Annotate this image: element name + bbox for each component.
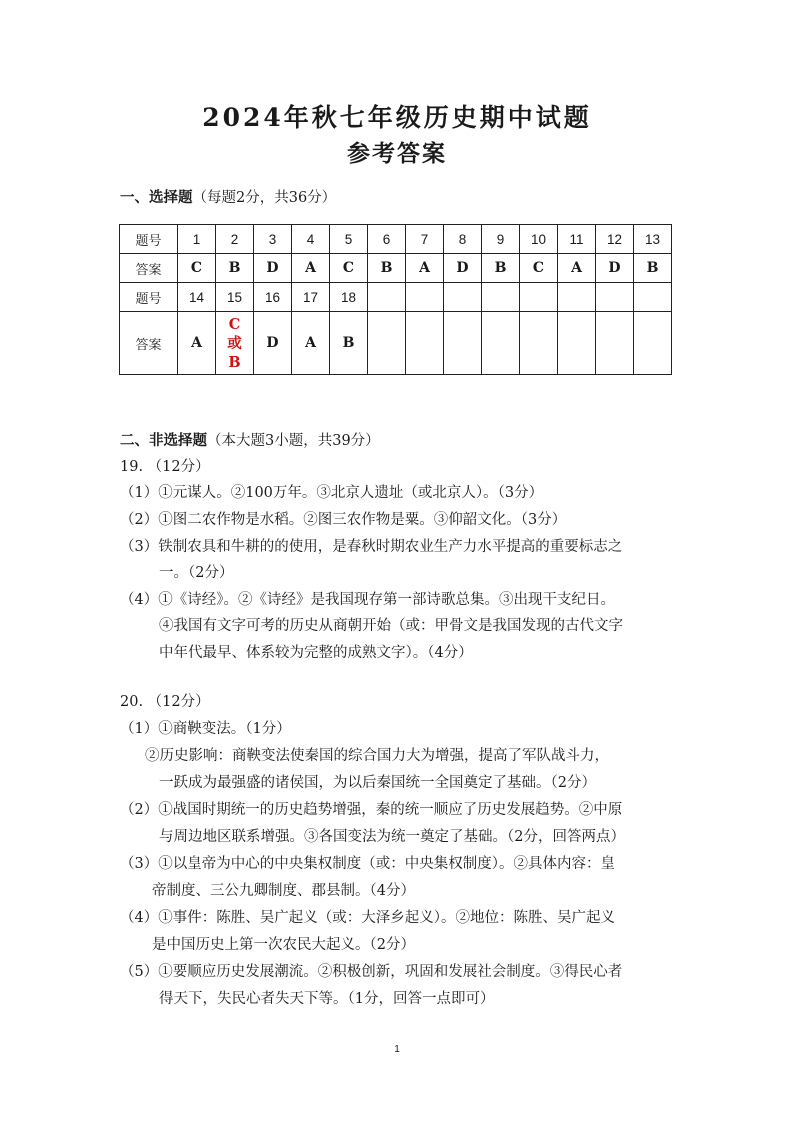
section1-note: （每题2分，共36分） <box>192 190 337 206</box>
answer-cell: B <box>330 312 368 375</box>
section2-header <box>120 429 380 450</box>
alternate-answer-char: B <box>228 353 241 371</box>
table-row <box>120 254 672 283</box>
answer-cell: A <box>292 312 330 375</box>
answer-line: （2）①战国时期统一的历史趋势增强，秦的统一顺应了历史发展趋势。②中原 <box>120 802 623 818</box>
empty-cell <box>368 312 406 375</box>
answer-line: （2）①图二农作物是水稻。②图三农作物是粟。③仰韶文化。（3分） <box>120 512 567 528</box>
answer-cell: C <box>520 254 558 283</box>
question-number: 7 <box>406 225 444 254</box>
answer-line: 是中国历史上第一次农民大起义。（2分） <box>152 937 415 953</box>
answer-line: （4）①《诗经》。②《诗经》是我国现存第一部诗歌总集。③出现干支纪日。 <box>120 592 615 608</box>
answer-cell: A <box>558 254 596 283</box>
question-number: 15 <box>216 283 254 312</box>
question-number: 12 <box>596 225 634 254</box>
question-number: 9 <box>482 225 520 254</box>
answer-line: （1）①商鞅变法。（1分） <box>120 721 291 737</box>
question-number: 5 <box>330 225 368 254</box>
section1-header <box>120 186 336 207</box>
answer-cell: B <box>216 254 254 283</box>
document-title: 2024年秋七年级历史期中试题 <box>202 103 592 132</box>
answer-line: （1）①元谋人。②100万年。③北京人遗址（或北京人）。（3分） <box>120 485 544 501</box>
row-label: 题号 <box>120 283 178 312</box>
answer-cell: A <box>406 254 444 283</box>
answer-line: 一跃成为最强盛的诸侯国，为以后秦国统一全国奠定了基础。（2分） <box>159 775 596 791</box>
answer-cell: C <box>178 254 216 283</box>
answer-cell: D <box>254 312 292 375</box>
answer-line: ②历史影响：商鞅变法使秦国的综合国力大为增强，提高了军队战斗力， <box>145 748 609 764</box>
document-subtitle: 参考答案 <box>347 140 447 167</box>
answer-cell: A <box>292 254 330 283</box>
question-number: 17 <box>292 283 330 312</box>
question-number: 3 <box>254 225 292 254</box>
answer-line: （4）①事件：陈胜、吴广起义（或：大泽乡起义）。②地位：陈胜、吴广起义 <box>120 910 615 926</box>
section2-heading: 二、非选择题 <box>120 432 207 449</box>
answer-cell: A <box>178 312 216 375</box>
question-number: 4 <box>292 225 330 254</box>
empty-cell <box>596 283 634 312</box>
empty-cell <box>558 312 596 375</box>
answer-line: 得天下，失民心者失天下等。（1分，回答一点即可） <box>159 991 495 1007</box>
alternate-answer <box>216 315 253 372</box>
question-heading: 19. （12分） <box>120 459 210 475</box>
question-number: 18 <box>330 283 368 312</box>
answer-line: 中年代最早、体系较为完整的成熟文字）。（4分） <box>159 645 473 661</box>
question-number: 14 <box>178 283 216 312</box>
question-number: 11 <box>558 225 596 254</box>
empty-cell <box>406 312 444 375</box>
empty-cell <box>634 312 672 375</box>
question-number: 1 <box>178 225 216 254</box>
table-row <box>120 283 672 312</box>
answer-line: （5）①要顺应历史发展潮流。②积极创新，巩固和发展社会制度。③得民心者 <box>120 964 623 980</box>
answer-line: （3）①以皇帝为中心的中央集权制度（或：中央集权制度）。②具体内容：皇 <box>120 856 615 872</box>
empty-cell <box>444 283 482 312</box>
question-number: 8 <box>444 225 482 254</box>
row-label: 题号 <box>120 225 178 254</box>
alternate-answer-char: C <box>228 315 241 333</box>
empty-cell <box>482 312 520 375</box>
table-row <box>120 225 672 254</box>
answer-line: ④我国有文字可考的历史从商朝开始（或：甲骨文是我国发现的古代文字 <box>159 618 623 634</box>
question-heading: 20. （12分） <box>120 694 210 710</box>
question-number: 16 <box>254 283 292 312</box>
empty-cell <box>482 283 520 312</box>
row-label: 答案 <box>120 312 178 375</box>
answer-line: 帝制度、三公九卿制度、郡县制。（4分） <box>152 883 415 899</box>
answer-cell: D <box>596 254 634 283</box>
table-row <box>120 312 672 375</box>
answer-line: （3）铁制农具和牛耕的的使用，是春秋时期农业生产力水平提高的重要标志之 <box>120 539 623 555</box>
empty-cell <box>634 283 672 312</box>
empty-cell <box>520 312 558 375</box>
answer-cell: B <box>634 254 672 283</box>
page-number: 1 <box>394 1044 400 1055</box>
question-number: 10 <box>520 225 558 254</box>
empty-cell <box>558 283 596 312</box>
alternate-answer-char: 或 <box>227 334 242 352</box>
answer-table <box>119 224 672 375</box>
empty-cell <box>406 283 444 312</box>
answer-cell: D <box>254 254 292 283</box>
question-number: 2 <box>216 225 254 254</box>
answer-cell: B <box>482 254 520 283</box>
question-number: 6 <box>368 225 406 254</box>
answer-line: 与周边地区联系增强。③各国变法为统一奠定了基础。（2分，回答两点） <box>159 829 625 845</box>
answer-cell-highlighted <box>216 312 254 375</box>
answer-cell: C <box>330 254 368 283</box>
answer-line: 一。（2分） <box>159 565 234 581</box>
section1-heading: 一、选择题 <box>120 189 193 206</box>
question-number: 13 <box>634 225 672 254</box>
empty-cell <box>368 283 406 312</box>
empty-cell <box>444 312 482 375</box>
section2-note: （本大题3小题，共39分） <box>207 433 380 449</box>
empty-cell <box>520 283 558 312</box>
answer-cell: B <box>368 254 406 283</box>
answer-cell: D <box>444 254 482 283</box>
empty-cell <box>596 312 634 375</box>
row-label: 答案 <box>120 254 178 283</box>
